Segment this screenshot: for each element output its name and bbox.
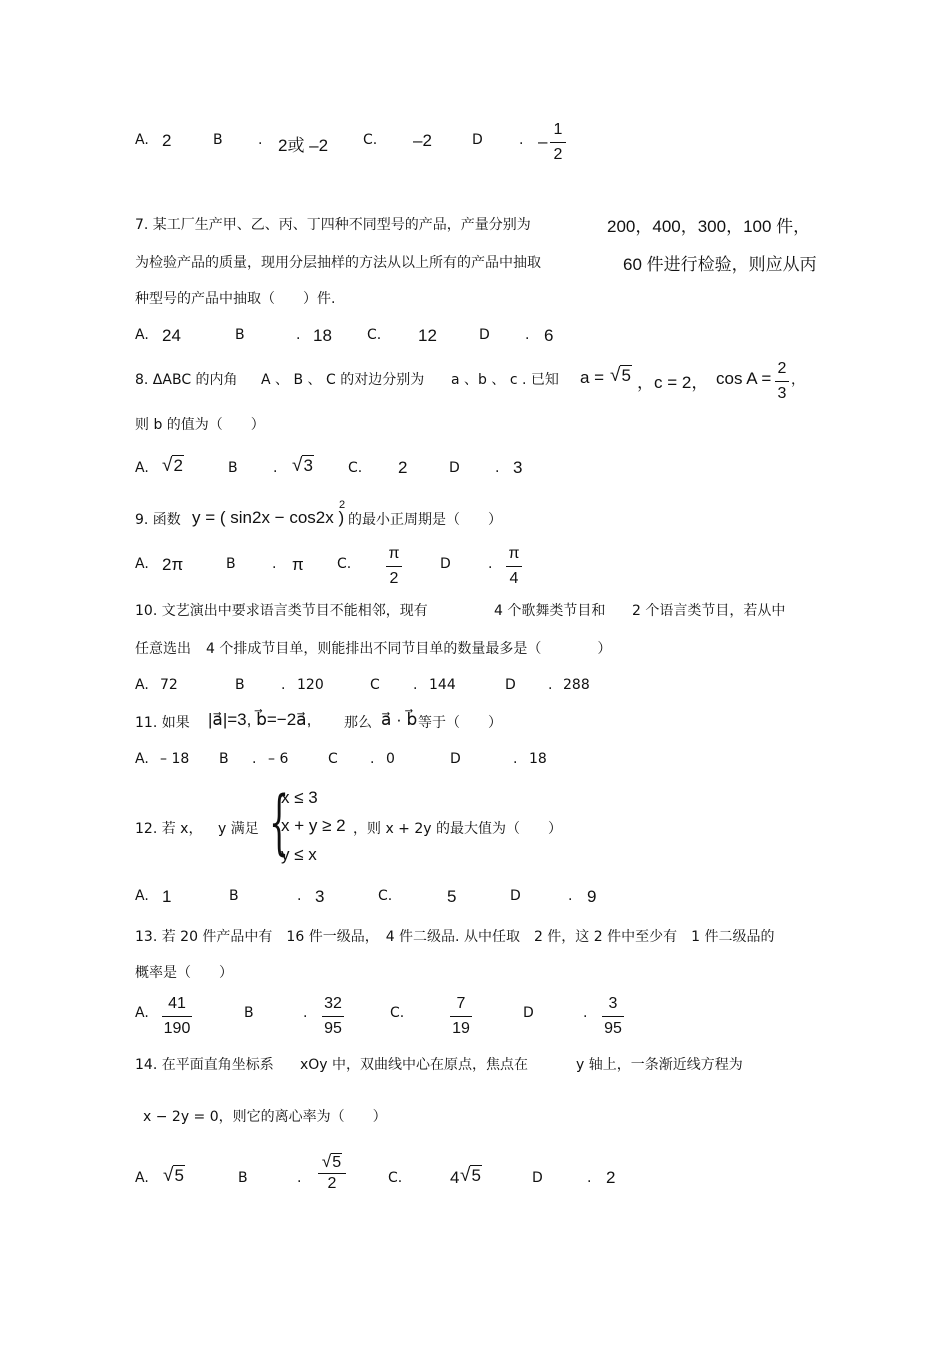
option-b-sqrt xyxy=(318,1152,346,1172)
fraction-numerator: 41 xyxy=(168,995,186,1012)
q8-stem-part1: 8. ΔABC 的内角 xyxy=(135,372,238,388)
q14-line1-part1: 14. 在平面直角坐标系 xyxy=(135,1057,274,1073)
q11-dot-product: a⃗ · b⃗ xyxy=(381,710,418,729)
option-c-label: C. xyxy=(337,556,352,572)
option-c-fraction xyxy=(386,544,402,589)
radical-sign: √ xyxy=(292,455,303,476)
radicand: 5 xyxy=(621,366,631,385)
option-d-label: D xyxy=(449,460,460,476)
option-a-value: 2 xyxy=(162,131,172,150)
option-c-fraction xyxy=(450,994,472,1039)
option-d-dot: . xyxy=(495,460,500,476)
q14-line2: x − 2y = 0，则它的离心率为（ ） xyxy=(143,1109,387,1125)
option-c-coefficient: 4 xyxy=(450,1168,460,1187)
q8-c-equals: ，c = 2， xyxy=(637,373,709,392)
option-c-sqrt xyxy=(460,1165,482,1187)
fraction-denominator: 2 xyxy=(389,570,399,587)
q11-stem-part3: 等于（ ） xyxy=(418,715,502,731)
q14-line1-part3: y 轴上，一条渐近线方程为 xyxy=(576,1057,743,1073)
fraction-denominator: 19 xyxy=(452,1020,470,1037)
q8-a-equals: a = xyxy=(580,368,605,387)
q7-line2-text: 为检验产品的质量，现用分层抽样的方法从以上所有的产品中抽取 xyxy=(135,255,541,271)
fraction-numerator: 32 xyxy=(324,995,342,1012)
fraction-denominator: 2 xyxy=(327,1175,337,1192)
option-d-dot: . xyxy=(525,327,530,343)
option-b-dot: . xyxy=(258,132,263,148)
option-a-label: A. xyxy=(135,677,149,693)
radical-sign: √ xyxy=(163,1165,174,1186)
option-b-label: B xyxy=(228,460,238,476)
option-b-dot: . xyxy=(273,460,278,476)
q10-line1-part1: 10. 文艺演出中要求语言类节目不能相邻，现有 xyxy=(135,603,428,619)
option-c-value: –2 xyxy=(413,131,432,150)
option-d-value: 2 xyxy=(606,1168,616,1187)
q7-line1-values: 200，400，300，100 件， xyxy=(607,217,811,236)
option-b-sqrt xyxy=(292,455,314,477)
q12-stem-part3: ，则 x + 2y 的最大值为（ ） xyxy=(353,821,563,837)
q8-stem-part3: a 、b 、 c . 已知 xyxy=(451,372,559,388)
option-d-dot: . xyxy=(568,888,573,904)
fraction-bar xyxy=(775,381,789,382)
option-a-sqrt xyxy=(162,455,184,477)
option-d-label: D xyxy=(510,888,521,904)
q9-formula: y = ( sin2x − cos2x ) xyxy=(192,508,345,527)
option-d-dot: . xyxy=(587,1170,592,1186)
option-c-label: C xyxy=(328,751,338,767)
fraction-denominator: 2 xyxy=(553,146,563,163)
q10-line2-part2: 4 个排成节目单，则能排出不同节目单的数量最多是（ ） xyxy=(206,641,612,657)
option-a-value: – 18 xyxy=(160,751,190,767)
fraction-numerator: 2 xyxy=(777,360,787,377)
fraction-denominator: 190 xyxy=(163,1020,191,1037)
fraction-bar xyxy=(450,1016,472,1017)
option-d-label: D xyxy=(532,1170,543,1186)
option-d-dot: . xyxy=(488,556,493,572)
option-b-value: 3 xyxy=(315,887,325,906)
q12-constraint-3: y ≤ x xyxy=(281,845,317,864)
option-b-label: B xyxy=(235,677,245,693)
fraction-bar xyxy=(318,1173,346,1174)
option-d-fraction xyxy=(602,994,624,1039)
q8-sqrt5 xyxy=(610,365,632,387)
option-b-label: B xyxy=(235,327,245,343)
option-c-label: C. xyxy=(363,132,378,148)
q12-constraint-2: x + y ≥ 2 xyxy=(281,816,346,835)
option-c-label: C. xyxy=(390,1005,405,1021)
option-c-label: C. xyxy=(348,460,363,476)
q11-stem-part2: 那么 xyxy=(344,715,372,731)
q13-line1: 13. 若 20 件产品中有 16 件一级品， 4 件二级品. 从中任取 2 件，这 2 件中至少有 1 件二级品的 xyxy=(135,929,775,945)
option-b-value: 18 xyxy=(313,326,332,345)
option-a-label: A. xyxy=(135,751,149,767)
option-a-label: A. xyxy=(135,888,149,904)
option-d-dot: . xyxy=(519,132,524,148)
radical-sign: √ xyxy=(321,1152,332,1171)
option-c-value: 144 xyxy=(429,677,456,693)
q9-stem-part2: 的最小正周期是（ ） xyxy=(348,512,502,528)
option-b-label: B xyxy=(226,556,236,572)
option-a-value: 1 xyxy=(162,887,172,906)
q12-stem-part2: y 满足 xyxy=(218,821,259,837)
option-b-label: B xyxy=(238,1170,248,1186)
q9-exponent: 2 xyxy=(339,499,346,511)
radicand: 5 xyxy=(332,1154,342,1171)
option-d-label: D xyxy=(523,1005,534,1021)
q13-line2: 概率是（ ） xyxy=(135,965,233,981)
option-d-minus: – xyxy=(538,132,548,151)
option-b-label: B xyxy=(244,1005,254,1021)
fraction-denominator: 95 xyxy=(324,1020,342,1037)
option-a-sqrt xyxy=(163,1165,185,1187)
fraction-numerator: 7 xyxy=(456,995,466,1012)
option-c-value: 12 xyxy=(418,326,437,345)
option-d-label: D xyxy=(440,556,451,572)
option-d-label: D xyxy=(450,751,461,767)
option-d-value: 3 xyxy=(513,458,523,477)
option-c-dot: . xyxy=(370,751,375,767)
fraction-numerator: 1 xyxy=(553,121,563,138)
q10-line1-part2: 4 个歌舞类节目和 xyxy=(494,603,606,619)
q11-condition: |a⃗|=3, b⃗=−2a⃗, xyxy=(208,710,312,729)
option-a-label: A. xyxy=(135,1005,149,1021)
radicand: 5 xyxy=(471,1166,481,1185)
option-d-dot: . xyxy=(513,751,518,767)
option-b-fraction xyxy=(322,994,344,1039)
option-a-fraction xyxy=(162,994,192,1039)
option-b-value: 2或 –2 xyxy=(278,136,329,155)
option-b-value: 120 xyxy=(297,677,324,693)
q14-line1-part2: xOy 中，双曲线中心在原点，焦点在 xyxy=(300,1057,529,1073)
option-b-dot: . xyxy=(281,677,286,693)
option-c-value: 0 xyxy=(386,751,395,767)
option-b-label: B xyxy=(229,888,239,904)
option-d-label: D xyxy=(472,132,483,148)
option-d-label: D xyxy=(479,327,490,343)
option-d-value: 288 xyxy=(563,677,590,693)
radicand: 5 xyxy=(174,1166,184,1185)
fraction-denominator: 3 xyxy=(777,385,787,402)
q8-cos-fraction xyxy=(775,359,789,404)
option-a-label: A. xyxy=(135,1170,149,1186)
radical-sign: √ xyxy=(162,455,173,476)
fraction-denominator: 95 xyxy=(604,1020,622,1037)
option-b-value: – 6 xyxy=(268,751,289,767)
option-b-dot: . xyxy=(297,888,302,904)
option-d-dot: . xyxy=(583,1005,588,1021)
option-b-fraction xyxy=(318,1152,346,1193)
option-a-label: A. xyxy=(135,327,149,343)
option-d-value: 18 xyxy=(529,751,547,767)
fraction-numerator: 3 xyxy=(608,995,618,1012)
option-a-value: 72 xyxy=(160,677,178,693)
radical-sign: √ xyxy=(610,365,621,386)
option-a-value: 2π xyxy=(162,555,184,574)
option-b-dot: . xyxy=(303,1005,308,1021)
option-b-dot: . xyxy=(297,1170,302,1186)
radical-sign: √ xyxy=(460,1165,471,1186)
option-c-label: C. xyxy=(388,1170,403,1186)
q8-cosA: cos A = xyxy=(716,369,772,388)
option-b-dot: . xyxy=(272,556,277,572)
option-a-label: A. xyxy=(135,460,149,476)
q10-line1-part3: 2 个语言类节目，若从中 xyxy=(632,603,786,619)
option-c-label: C xyxy=(370,677,380,693)
option-a-label: A. xyxy=(135,556,149,572)
option-d-label: D xyxy=(505,677,516,693)
option-a-value: 24 xyxy=(162,326,181,345)
option-b-value: π xyxy=(292,555,304,574)
q12-stem-part1: 12. 若 x， xyxy=(135,821,203,837)
option-d-fraction xyxy=(550,120,566,165)
option-d-fraction xyxy=(506,544,522,589)
option-c-dot: . xyxy=(413,677,418,693)
system-brace: { xyxy=(269,781,290,863)
option-c-label: C. xyxy=(367,327,382,343)
fraction-bar xyxy=(162,1016,192,1017)
fraction-bar xyxy=(322,1016,344,1017)
fraction-numerator: π xyxy=(508,545,520,562)
radicand: 2 xyxy=(173,456,183,475)
option-b-label: B xyxy=(213,132,223,148)
q8-comma: ， xyxy=(791,372,805,388)
q9-stem-part1: 9. 函数 xyxy=(135,512,181,528)
fraction-bar xyxy=(506,566,522,567)
option-d-value: 9 xyxy=(587,887,597,906)
option-c-value: 2 xyxy=(398,458,408,477)
fraction-bar xyxy=(386,566,402,567)
option-c-label: C. xyxy=(378,888,393,904)
q10-line2-part1: 任意选出 xyxy=(135,641,191,657)
fraction-bar xyxy=(550,142,566,143)
q12-constraint-1: x ≤ 3 xyxy=(281,788,318,807)
fraction-numerator: π xyxy=(388,545,400,562)
option-a-label: A. xyxy=(135,132,149,148)
option-c-value: 5 xyxy=(447,887,457,906)
q7-line3-text: 种型号的产品中抽取（ ）件. xyxy=(135,291,336,307)
q8-line2: 则 b 的值为（ ） xyxy=(135,417,265,433)
q11-stem-part1: 11. 如果 xyxy=(135,715,190,731)
option-b-label: B xyxy=(219,751,229,767)
q7-line2-values: 60 件进行检验，则应从丙 xyxy=(623,255,817,274)
option-d-value: 6 xyxy=(544,326,554,345)
option-b-dot: . xyxy=(252,751,257,767)
q8-stem-part2: A 、 B 、 C 的对边分别为 xyxy=(261,372,425,388)
radicand: 3 xyxy=(303,456,313,475)
q7-line1-text: 7. 某工厂生产甲、乙、丙、丁四种不同型号的产品，产量分别为 xyxy=(135,217,531,233)
fraction-denominator: 4 xyxy=(509,570,519,587)
fraction-bar xyxy=(602,1016,624,1017)
option-b-dot: . xyxy=(296,327,301,343)
option-d-dot: . xyxy=(548,677,553,693)
